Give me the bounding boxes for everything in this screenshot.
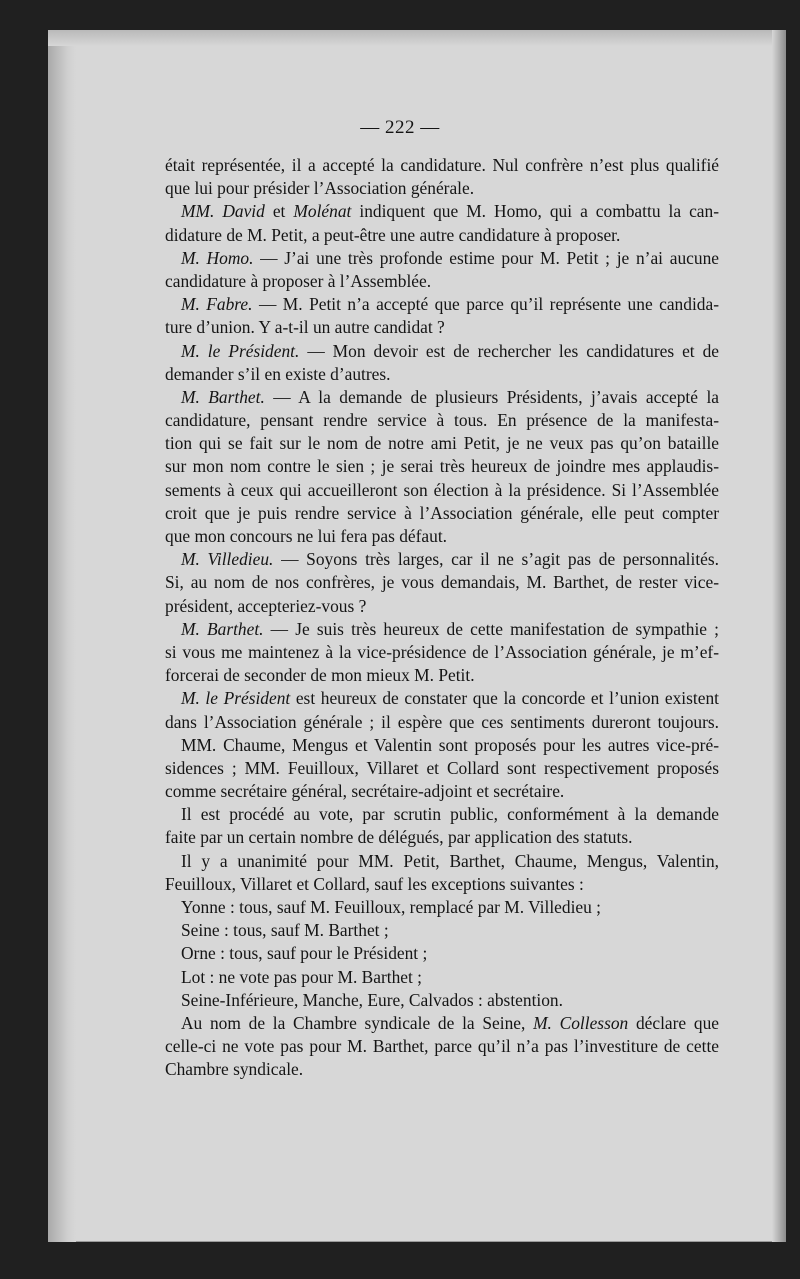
text-line: [165, 873, 719, 896]
speaker-name: M. Fabre.: [181, 294, 253, 315]
text-run: ture d’union. Y a-t-il un autre candidat ?: [165, 317, 445, 338]
speaker-name: M. Villedieu.: [181, 549, 274, 570]
text-run: candidature, pensant rendre service à tous. En présence de la manifesta-: [165, 410, 719, 431]
page-gutter-shadow: [48, 30, 76, 1242]
text-run: candidature à proposer à l’Assemblée.: [165, 270, 432, 291]
text-run: — Soyons très larges, car il ne s’agit pas de personnalités.: [273, 549, 719, 570]
text-line: [165, 386, 719, 409]
text-line: [165, 966, 719, 989]
speaker-name: M. le Président: [181, 688, 291, 709]
text-line: [165, 409, 719, 432]
text-run: était représentée, il a accepté la candidature. Nul confrère n’est plus qualifié: [165, 155, 719, 175]
text-run: — Mon devoir est de rechercher les candidatures et de: [299, 340, 719, 361]
text-run: faite par un certain nombre de délégués, par application des statuts.: [165, 827, 633, 848]
body-text: [165, 154, 719, 1082]
text-line: [165, 571, 719, 594]
text-line: [165, 757, 719, 780]
text-line: [165, 641, 719, 664]
text-line: [165, 548, 719, 571]
text-line: [165, 316, 719, 339]
text-line: [165, 896, 719, 919]
text-line: [165, 1012, 719, 1035]
text-line: [165, 1035, 719, 1058]
text-run: Seine : tous, sauf M. Barthet ;: [181, 920, 389, 941]
text-run: comme secrétaire général, secrétaire-adjoint et secrétaire.: [165, 781, 565, 802]
speaker-name: MM. David: [181, 201, 265, 222]
text-run: et: [264, 201, 294, 222]
text-run: dans l’Association générale ; il espère que ces sentiments dureront toujours.: [165, 711, 719, 732]
text-line: [165, 942, 719, 965]
text-line: [165, 780, 719, 803]
text-line: [165, 989, 719, 1012]
text-run: que mon concours ne lui fera pas défaut.: [165, 526, 448, 546]
text-line: [165, 803, 719, 826]
text-line: [165, 711, 719, 734]
speaker-name: Molénat: [293, 201, 352, 222]
text-run: — Je suis très heureux de cette manifestation de sympathie ;: [263, 618, 719, 639]
text-line: [165, 154, 719, 177]
text-line: [165, 247, 719, 270]
text-run: didature de M. Petit, a peut-être une autre candidature à proposer.: [165, 224, 621, 245]
text-run: Orne : tous, sauf pour le Président ;: [181, 943, 428, 964]
text-run: président, accepteriez-vous ?: [165, 595, 367, 616]
text-line: [165, 850, 719, 873]
speaker-name: M. le Président.: [181, 340, 300, 361]
text-line: [165, 525, 719, 548]
speaker-name: M. Barthet.: [181, 618, 264, 639]
text-run: — M. Petit n’a accepté que parce qu’il représente une candida-: [252, 294, 719, 315]
text-line: [165, 502, 719, 525]
text-line: [165, 455, 719, 478]
text-run: — J’ai une très profonde estime pour M. Petit ; je n’ai aucune: [253, 247, 719, 268]
text-line: [165, 919, 719, 942]
text-line: [165, 270, 719, 293]
text-line: [165, 224, 719, 247]
text-line: [165, 340, 719, 363]
text-run: sements à ceux qui accueilleront son élection à la présidence. Si l’Assemblée: [165, 479, 719, 500]
text-run: Il y a unanimité pour MM. Petit, Barthet, Chaume, Mengus, Valentin,: [181, 850, 719, 871]
text-line: [165, 664, 719, 687]
text-run: Chambre syndicale.: [165, 1059, 304, 1080]
text-run: croit que je puis rendre service à l’Association générale, elle peut compter: [165, 502, 719, 523]
text-line: [165, 293, 719, 316]
text-line: [165, 432, 719, 455]
text-run: demander s’il en existe d’autres.: [165, 363, 391, 384]
text-run: celle-ci ne vote pas pour M. Barthet, parce qu’il n’a pas l’investiture de cette: [165, 1036, 719, 1057]
text-line: [165, 734, 719, 757]
text-line: [165, 200, 719, 223]
text-line: [165, 826, 719, 849]
text-run: Lot : ne vote pas pour M. Barthet ;: [181, 966, 423, 987]
text-run: si vous me maintenez à la vice-présidence de l’Association générale, je m’ef-: [165, 641, 719, 662]
text-run: forcerai de seconder de mon mieux M. Petit.: [165, 665, 475, 686]
text-run: est heureux de constater que la concorde et l’union existent: [290, 688, 719, 709]
text-run: sur mon nom contre le sien ; je serai très heureux de joindre mes applaudis-: [165, 456, 719, 477]
text-line: [165, 595, 719, 618]
text-line: [165, 1058, 719, 1081]
text-line: [165, 687, 719, 710]
text-run: — A la demande de plusieurs Présidents, j’avais accepté la: [264, 386, 719, 407]
text-run: Seine-Inférieure, Manche, Eure, Calvados : abstention.: [181, 989, 563, 1010]
text-run: MM. Chaume, Mengus et Valentin sont proposés pour les autres vice-pré-: [181, 734, 719, 755]
speaker-name: M. Barthet.: [181, 386, 265, 407]
text-run: Il est procédé au vote, par scrutin public, conformément à la demande: [181, 804, 719, 825]
text-line: [165, 479, 719, 502]
page-right-edge-shadow: [772, 30, 786, 1242]
speaker-name: M. Collesson: [533, 1012, 629, 1033]
page-number: — 222 —: [360, 117, 440, 138]
text-run: sidences ; MM. Feuilloux, Villaret et Collard sont respectivement proposés: [165, 757, 719, 778]
text-run: que lui pour présider l’Association générale.: [165, 178, 475, 199]
text-run: Si, au nom de nos confrères, je vous demandais, M. Barthet, de rester vice-: [165, 572, 719, 593]
text-line: [165, 363, 719, 386]
speaker-name: M. Homo.: [181, 247, 254, 268]
text-line: [165, 618, 719, 641]
text-run: Yonne : tous, sauf M. Feuilloux, remplacé par M. Villedieu ;: [181, 897, 601, 917]
text-run: tion qui se fait sur le nom de notre ami Petit, je ne veux pas qu’on bataille: [165, 433, 719, 454]
text-run: déclare que: [628, 1012, 719, 1033]
text-line: [165, 177, 719, 200]
text-run: Feuilloux, Villaret et Collard, sauf les exceptions suivantes :: [165, 873, 584, 894]
text-run: Au nom de la Chambre syndicale de la Seine,: [181, 1012, 534, 1033]
text-run: indiquent que M. Homo, qui a combattu la can-: [351, 201, 719, 222]
page-top-shadow: [48, 30, 786, 46]
